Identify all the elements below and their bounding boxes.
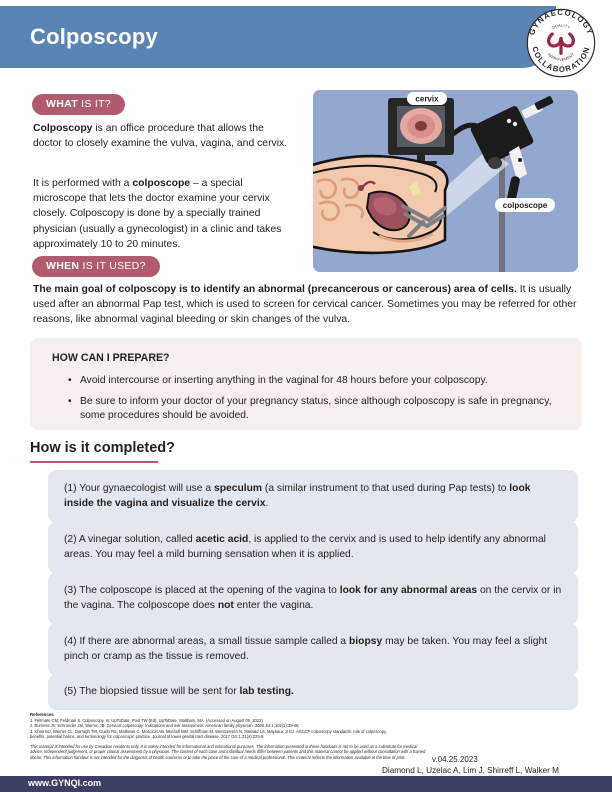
logo-arc-top: GYNAECOLOGY [527, 7, 595, 37]
logo-inner-bottom: IMPROVEMENT [546, 52, 576, 62]
section-underline [30, 461, 158, 463]
what-p1-rest: is an office procedure that allows the doctor to closely examine the vulva, vagina, and cervix. [33, 123, 288, 150]
step-item [48, 572, 578, 625]
prepare-box [30, 338, 582, 430]
what-is-it-paragraph-1 [33, 121, 295, 151]
step-item [48, 674, 578, 710]
logo-arc-bottom: COLLABORATION [530, 45, 592, 75]
label-colposcope [495, 198, 555, 212]
label-colposcope-text: colposcope [502, 201, 548, 210]
step-4-text: (4) If there are abnormal areas, a small tissue sample called a biopsy may be taken. You may feel a slight pinch or cramp as the tissue is removed. [64, 636, 548, 662]
step-item [48, 521, 578, 574]
reference-line: 2. Burness JV, Schroeder JM, Warren JB. Cervical colposcopy: Indications and risk assessment. American family physician. 2020 Jul 1;102(1):39-48. [30, 723, 300, 729]
badge-what-bold: WHAT [46, 98, 78, 110]
section-heading-how-completed: How is it completed? [30, 440, 176, 456]
what-is-it-paragraph-2 [33, 176, 295, 252]
what-p2-b: – a special microscope that lets the doctor examine your cervix closely. Colposcopy is done by a specially trained physician (usually a gynecologist) in a clinic and takes approximately 10 to 20 minutes. [33, 178, 282, 250]
badge-what-is-it [32, 94, 125, 115]
disclaimer-text: This material is intended for use by Canadian residents only. It is solely intended for informational and educational purposes. The information presented in these handouts is not to be used as a substitute for medical advice, independent judgement, or proper clinical assessment by a physician. The context of each case and individual needs differ between patients and this material cannot be applied without consultation with a trained doctor. This information handout is not intended for the diagnosis of health concerns or to take the place of the care of a medical professional. This material reflects the information available at the time of print. [30, 744, 426, 760]
step-item [48, 623, 578, 676]
authors-label: Diamond L, Uzelac A, Lim J, Shirreff L, Walker M [382, 766, 559, 775]
what-lead-term: Colposcopy [33, 123, 93, 134]
step-5-text: (5) The biopsied tissue will be sent for lab testing. [64, 686, 294, 697]
reference-line: 3. Khan MJ, Werner CL, Darragh TM, Guido RS, Mathews C, Moscicki AB, Mitchell MM, Schiffman M, Wentzensen N, Massad LS, Mayeaux Jr EJ. ASCCP colposcopy standards: role of colposcopy, benefits, potential harms, and terminology for colposcopic practice. Journal of lower genital tract disease. 2017 Oct 1;21(4):223-9. [30, 728, 387, 739]
list-item: • Avoid intercourse or inserting anything in the vaginal for 48 hours before your colposcopy. [68, 374, 568, 389]
when-used-paragraph [33, 282, 578, 327]
page-title: Colposcopy [30, 24, 158, 49]
version-label: v.04.25.2023 [432, 755, 478, 764]
website-url[interactable]: www.GYNQI.com [28, 778, 102, 788]
anatomy-cross-section [313, 156, 447, 253]
colposcopy-illustration [313, 90, 578, 272]
badge-what-rest: IS IT? [77, 98, 111, 110]
logo-inner-top: QUALITY [551, 23, 571, 30]
step-3-text: (3) The colposcope is placed at the opening of the vagina to look for any abnormal areas on the cervix or in the vagina. The colposcope does not enter the vagina. [64, 585, 562, 611]
gynqi-logo [524, 6, 598, 80]
badge-when-bold: WHEN [46, 260, 80, 272]
step-item [48, 470, 578, 523]
colposcope-term: colposcope [132, 178, 191, 189]
label-cervix [407, 92, 447, 105]
list-item: • Be sure to inform your doctor of your pregnancy status, since although colposcopy is safe in pregnancy, some procedures should be avoided. [68, 395, 568, 424]
prepare-list [68, 374, 568, 430]
label-cervix-text: cervix [415, 94, 439, 104]
what-p2-a: It is performed with a [33, 178, 133, 189]
step-1-text: (1) Your gynaecologist will use a speculum (a similar instrument to that used during Pap tests) to look inside the vagina and visualize the cervix. [64, 483, 531, 509]
step-2-text: (2) A vinegar solution, called acetic acid, is applied to the cervix and is used to help identify any abnormal areas. You may feel a mild burning sensation when it is applied. [64, 534, 546, 560]
monitor [388, 98, 454, 164]
references-block [30, 712, 390, 739]
prepare-title: HOW CAN I PREPARE? [52, 352, 170, 364]
when-used-rest: It is usually used after an abnormal Pap test, which is used to screen for cervical cancer. Sometimes you may be referred for other reasons, like abnormal vaginal bleeding or skin changes of the vulva. [33, 284, 577, 325]
references-title: References [30, 712, 54, 717]
badge-when-rest: IS IT USED? [79, 260, 146, 272]
when-used-bold: The main goal of colposcopy is to identify an abnormal (precancerous or cancerous) area of cells. [33, 284, 517, 295]
badge-when-is-it-used [32, 256, 160, 277]
reference-line: 1. Feltmate CM, Feldman S. Colposcopy. In: UpToDate, Post TW (Ed), UpToDate, Waltham, MA. (Accessed on August 09, 2022) [30, 718, 263, 723]
